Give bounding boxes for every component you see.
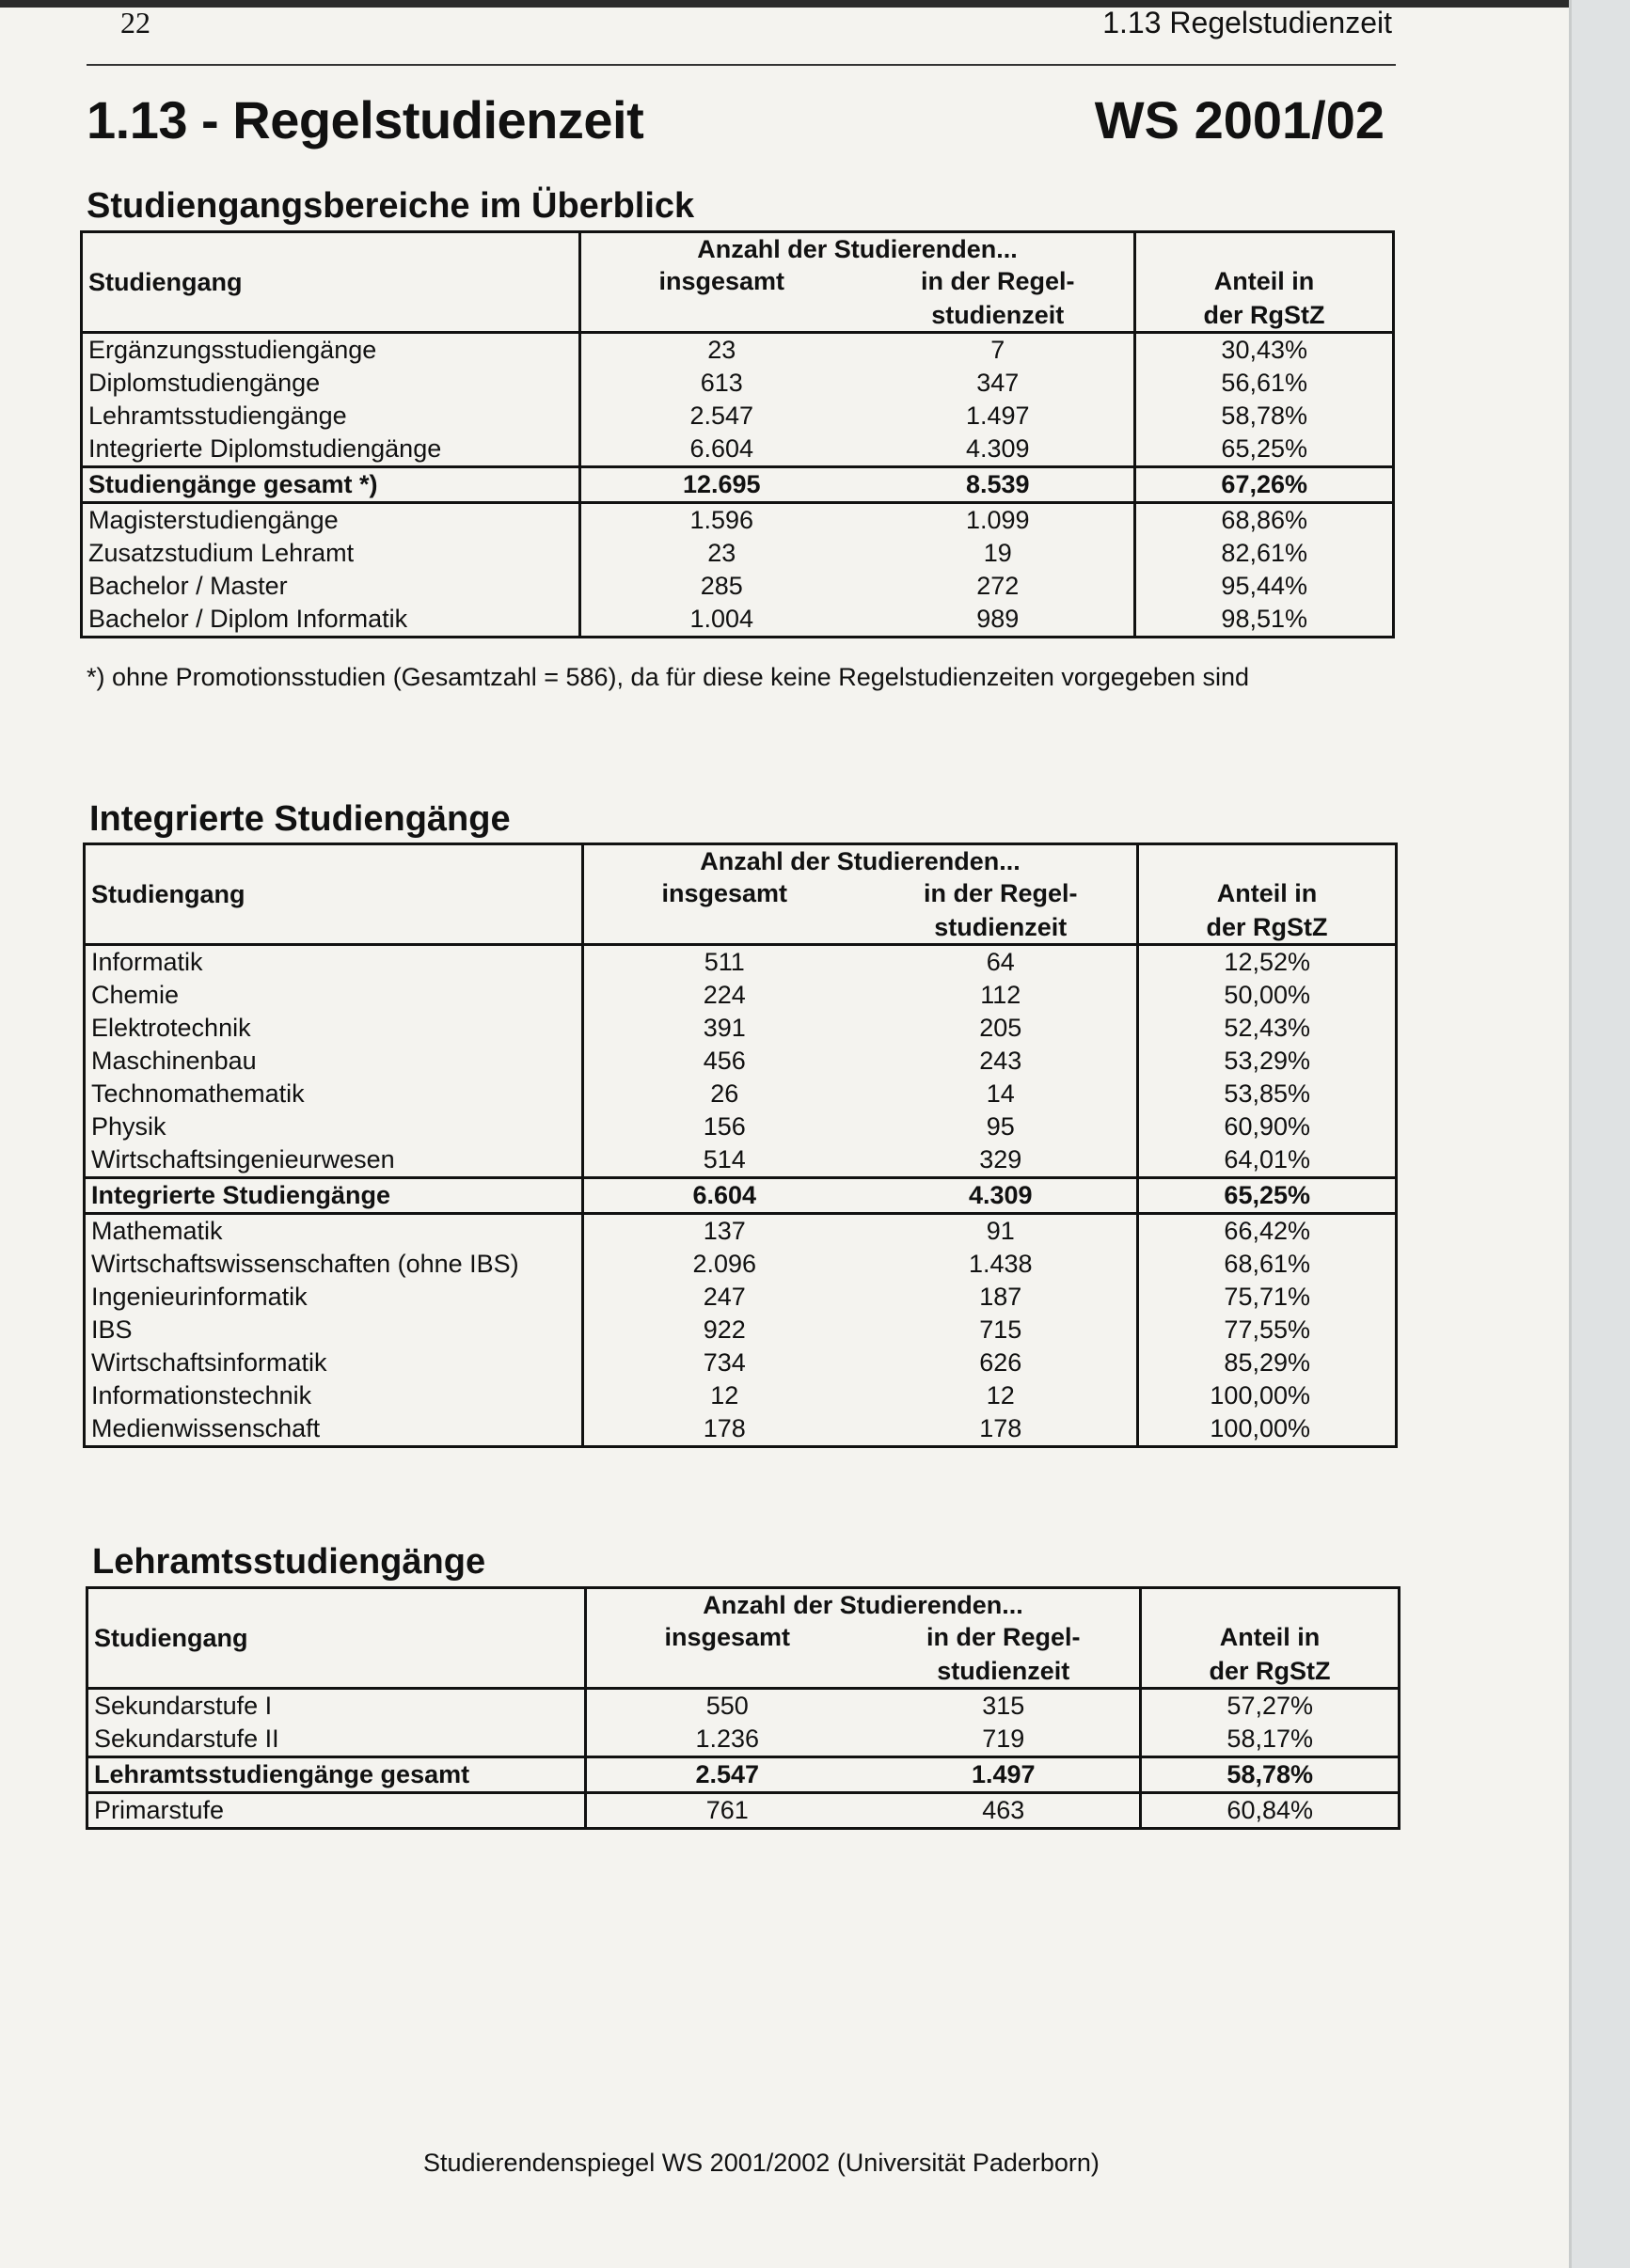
cell-insgesamt: 761: [705, 1796, 749, 1824]
cell-anteil: 100,00%: [1210, 1414, 1310, 1442]
cell-regelstudienzeit: 112: [865, 979, 1138, 1012]
table-row: [85, 1012, 1397, 1045]
table-row: [85, 1143, 1397, 1178]
cell-regelstudienzeit: 187: [865, 1281, 1138, 1314]
cell-anteil: 77,55%: [1224, 1315, 1310, 1344]
cell-regelstudienzeit: 64: [865, 945, 1138, 980]
cell-insgesamt: 23: [707, 336, 736, 364]
cell-studiengang: Wirtschaftsinformatik: [85, 1347, 583, 1379]
col-header-anteil-2: der RgStZ: [1141, 1654, 1400, 1689]
col-header-anzahl: Anzahl der Studierenden...: [697, 234, 1018, 263]
cell-insgesamt: 1.004: [689, 605, 754, 633]
table-row: [82, 433, 1394, 467]
cell-studiengang: Primarstufe: [87, 1793, 586, 1829]
cell-insgesamt: 137: [703, 1217, 746, 1245]
cell-studiengang: Bachelor / Master: [82, 570, 580, 603]
table-row: [85, 1314, 1397, 1347]
section-heading-teaching: Lehramtsstudiengänge: [92, 1542, 486, 1582]
cell-anteil: 65,25%: [1221, 434, 1307, 463]
table-row: [87, 1757, 1400, 1793]
cell-anteil: 58,78%: [1141, 1757, 1400, 1793]
cell-studiengang: Lehramtsstudiengänge: [82, 400, 580, 433]
col-header-anzahl: Anzahl der Studierenden...: [700, 846, 1021, 875]
col-header-regel: in der Regel-: [865, 877, 1138, 910]
table-row: [85, 979, 1397, 1012]
cell-studiengang: Sekundarstufe I: [87, 1689, 586, 1724]
cell-insgesamt: 514: [703, 1145, 746, 1173]
teaching-table: [86, 1586, 1401, 1830]
cell-regelstudienzeit: 19: [862, 537, 1135, 570]
cell-regelstudienzeit: 719: [868, 1723, 1141, 1757]
cell-studiengang: Informatik: [85, 945, 583, 980]
cell-insgesamt: 511: [704, 948, 745, 976]
cell-insgesamt: 1.596: [689, 506, 754, 534]
header-rule: [87, 64, 1396, 66]
cell-regelstudienzeit: 12: [865, 1379, 1138, 1412]
cell-anteil: 53,85%: [1224, 1079, 1310, 1108]
cell-anteil: 68,61%: [1224, 1250, 1310, 1278]
cell-anteil: 58,17%: [1226, 1725, 1313, 1753]
cell-insgesamt: 456: [703, 1047, 746, 1075]
table-row: [82, 367, 1394, 400]
cell-insgesamt: 156: [703, 1112, 746, 1141]
cell-studiengang: Medienwissenschaft: [85, 1412, 583, 1447]
col-header-anteil: Anteil in: [1219, 1623, 1321, 1651]
running-header: 1.13 Regelstudienzeit: [1102, 6, 1392, 39]
cell-studiengang: Integrierte Diplomstudiengänge: [82, 433, 580, 467]
cell-regelstudienzeit: 1.099: [862, 503, 1135, 538]
table-row: [85, 1347, 1397, 1379]
col-header-regel-2: studienzeit: [862, 298, 1135, 333]
cell-regelstudienzeit: 329: [865, 1143, 1138, 1178]
cell-insgesamt: 247: [703, 1283, 746, 1311]
col-header-anteil-2: der RgStZ: [1138, 910, 1397, 945]
cell-regelstudienzeit: 463: [868, 1793, 1141, 1829]
col-header-anteil: Anteil in: [1216, 879, 1318, 907]
cell-insgesamt: 2.547: [689, 402, 754, 430]
cell-studiengang: Lehramtsstudiengänge gesamt: [87, 1757, 586, 1793]
col-header-insgesamt: insgesamt: [658, 267, 785, 295]
cell-insgesamt: 613: [700, 369, 743, 397]
cell-anteil: 12,52%: [1224, 948, 1310, 976]
page-number: 22: [120, 6, 150, 39]
col-header-regel: in der Regel-: [862, 265, 1135, 298]
cell-anteil: 85,29%: [1224, 1348, 1310, 1377]
cell-insgesamt: 12.695: [580, 467, 862, 503]
cell-insgesamt: 178: [703, 1414, 746, 1442]
cell-insgesamt: 26: [710, 1079, 739, 1108]
cell-studiengang: Ingenieurinformatik: [85, 1281, 583, 1314]
cell-regelstudienzeit: 272: [862, 570, 1135, 603]
cell-studiengang: Ergänzungsstudiengänge: [82, 333, 580, 368]
cell-anteil: 67,26%: [1135, 467, 1394, 503]
cell-insgesamt: 734: [703, 1348, 746, 1377]
binding-edge: [1569, 0, 1630, 2268]
cell-insgesamt: 23: [707, 539, 736, 567]
cell-insgesamt: 224: [703, 981, 746, 1009]
col-header-studiengang: Studiengang: [87, 1588, 586, 1689]
table-row: [85, 1379, 1397, 1412]
col-header-insgesamt: insgesamt: [661, 879, 788, 907]
cell-studiengang: Sekundarstufe II: [87, 1723, 586, 1757]
cell-studiengang: Zusatzstudium Lehramt: [82, 537, 580, 570]
cell-anteil: 100,00%: [1210, 1381, 1310, 1410]
cell-regelstudienzeit: 7: [862, 333, 1135, 368]
cell-insgesamt: 285: [700, 572, 743, 600]
cell-studiengang: Bachelor / Diplom Informatik: [82, 603, 580, 638]
table-row: [82, 603, 1394, 638]
cell-regelstudienzeit: 4.309: [862, 433, 1135, 467]
cell-anteil: 65,25%: [1138, 1178, 1397, 1214]
page-title: 1.13 - Regelstudienzeit: [87, 90, 644, 150]
col-header-anteil-2: der RgStZ: [1135, 298, 1394, 333]
cell-insgesamt: 1.236: [695, 1725, 760, 1753]
table-row: [82, 400, 1394, 433]
cell-regelstudienzeit: 243: [865, 1045, 1138, 1078]
cell-anteil: 75,71%: [1224, 1283, 1310, 1311]
table-row: [82, 570, 1394, 603]
table-row: [85, 1412, 1397, 1447]
cell-anteil: 56,61%: [1221, 369, 1307, 397]
table-row: [85, 945, 1397, 980]
col-header-studiengang: Studiengang: [85, 844, 583, 945]
cell-regelstudienzeit: 8.539: [862, 467, 1135, 503]
col-header-regel: in der Regel-: [868, 1621, 1141, 1654]
cell-anteil: 50,00%: [1224, 981, 1310, 1009]
cell-insgesamt: 2.096: [692, 1250, 757, 1278]
table-row: [85, 1248, 1397, 1281]
cell-anteil: 53,29%: [1224, 1047, 1310, 1075]
col-header-regel-2: studienzeit: [865, 910, 1138, 945]
semester-label: WS 2001/02: [1094, 90, 1385, 150]
cell-anteil: 82,61%: [1221, 539, 1307, 567]
cell-insgesamt: 922: [703, 1315, 746, 1344]
cell-regelstudienzeit: 1.497: [868, 1757, 1141, 1793]
footnote: *) ohne Promotionsstudien (Gesamtzahl = 586), da für diese keine Regelstudienzeiten vorgegeben sind: [87, 663, 1250, 691]
cell-studiengang: Wirtschaftsingenieurwesen: [85, 1143, 583, 1178]
col-header-regel-2: studienzeit: [868, 1654, 1141, 1689]
table-row: [85, 1178, 1397, 1214]
cell-anteil: 66,42%: [1224, 1217, 1310, 1245]
table-row: [82, 537, 1394, 570]
cell-anteil: 95,44%: [1221, 572, 1307, 600]
section-heading-overview: Studiengangsbereiche im Überblick: [87, 186, 695, 226]
cell-anteil: 64,01%: [1224, 1145, 1310, 1173]
cell-anteil: 98,51%: [1221, 605, 1307, 633]
cell-insgesamt: 391: [703, 1014, 746, 1042]
col-header-anzahl: Anzahl der Studierenden...: [703, 1590, 1023, 1619]
cell-anteil: 57,27%: [1226, 1692, 1313, 1720]
cell-regelstudienzeit: 4.309: [865, 1178, 1138, 1214]
cell-insgesamt: 6.604: [689, 434, 754, 463]
cell-insgesamt: 2.547: [586, 1757, 868, 1793]
cell-studiengang: Integrierte Studiengänge: [85, 1178, 583, 1214]
cell-regelstudienzeit: 178: [865, 1412, 1138, 1447]
cell-insgesamt: 12: [710, 1381, 739, 1410]
overview-table: [80, 230, 1395, 638]
col-header-anteil: Anteil in: [1213, 267, 1315, 295]
cell-regelstudienzeit: 1.438: [865, 1248, 1138, 1281]
section-heading-integrated: Integrierte Studiengänge: [89, 799, 511, 839]
cell-anteil: 60,84%: [1226, 1796, 1313, 1824]
cell-insgesamt: 550: [705, 1692, 749, 1720]
cell-regelstudienzeit: 205: [865, 1012, 1138, 1045]
cell-studiengang: Mathematik: [85, 1214, 583, 1249]
table-row: [85, 1045, 1397, 1078]
cell-regelstudienzeit: 626: [865, 1347, 1138, 1379]
table-row: [82, 467, 1394, 503]
cell-studiengang: Magisterstudiengänge: [82, 503, 580, 538]
cell-regelstudienzeit: 989: [862, 603, 1135, 638]
cell-studiengang: Elektrotechnik: [85, 1012, 583, 1045]
cell-regelstudienzeit: 91: [865, 1214, 1138, 1249]
cell-studiengang: Studiengänge gesamt *): [82, 467, 580, 503]
cell-studiengang: Technomathematik: [85, 1078, 583, 1110]
cell-regelstudienzeit: 715: [865, 1314, 1138, 1347]
table-row: [82, 503, 1394, 538]
cell-regelstudienzeit: 95: [865, 1110, 1138, 1143]
cell-anteil: 58,78%: [1221, 402, 1307, 430]
table-row: [85, 1214, 1397, 1249]
cell-studiengang: Maschinenbau: [85, 1045, 583, 1078]
cell-insgesamt: 6.604: [583, 1178, 865, 1214]
table-row: [85, 1078, 1397, 1110]
cell-regelstudienzeit: 1.497: [862, 400, 1135, 433]
cell-studiengang: Physik: [85, 1110, 583, 1143]
table-row: [82, 333, 1394, 368]
cell-anteil: 68,86%: [1221, 506, 1307, 534]
cell-studiengang: Chemie: [85, 979, 583, 1012]
col-header-insgesamt: insgesamt: [664, 1623, 791, 1651]
cell-regelstudienzeit: 315: [868, 1689, 1141, 1724]
cell-regelstudienzeit: 14: [865, 1078, 1138, 1110]
cell-studiengang: Informationstechnik: [85, 1379, 583, 1412]
cell-anteil: 60,90%: [1224, 1112, 1310, 1141]
cell-studiengang: Wirtschaftswissenschaften (ohne IBS): [85, 1248, 583, 1281]
cell-studiengang: IBS: [85, 1314, 583, 1347]
table-row: [87, 1723, 1400, 1757]
cell-studiengang: Diplomstudiengänge: [82, 367, 580, 400]
integrated-table: [83, 843, 1398, 1448]
cell-anteil: 52,43%: [1224, 1014, 1310, 1042]
cell-regelstudienzeit: 347: [862, 367, 1135, 400]
cell-anteil: 30,43%: [1221, 336, 1307, 364]
col-header-studiengang: Studiengang: [82, 232, 580, 333]
table-row: [87, 1689, 1400, 1724]
table-row: [85, 1281, 1397, 1314]
table-row: [85, 1110, 1397, 1143]
table-row: [87, 1793, 1400, 1829]
page-footer: Studierendenspiegel WS 2001/2002 (Universität Paderborn): [423, 2149, 1100, 2177]
